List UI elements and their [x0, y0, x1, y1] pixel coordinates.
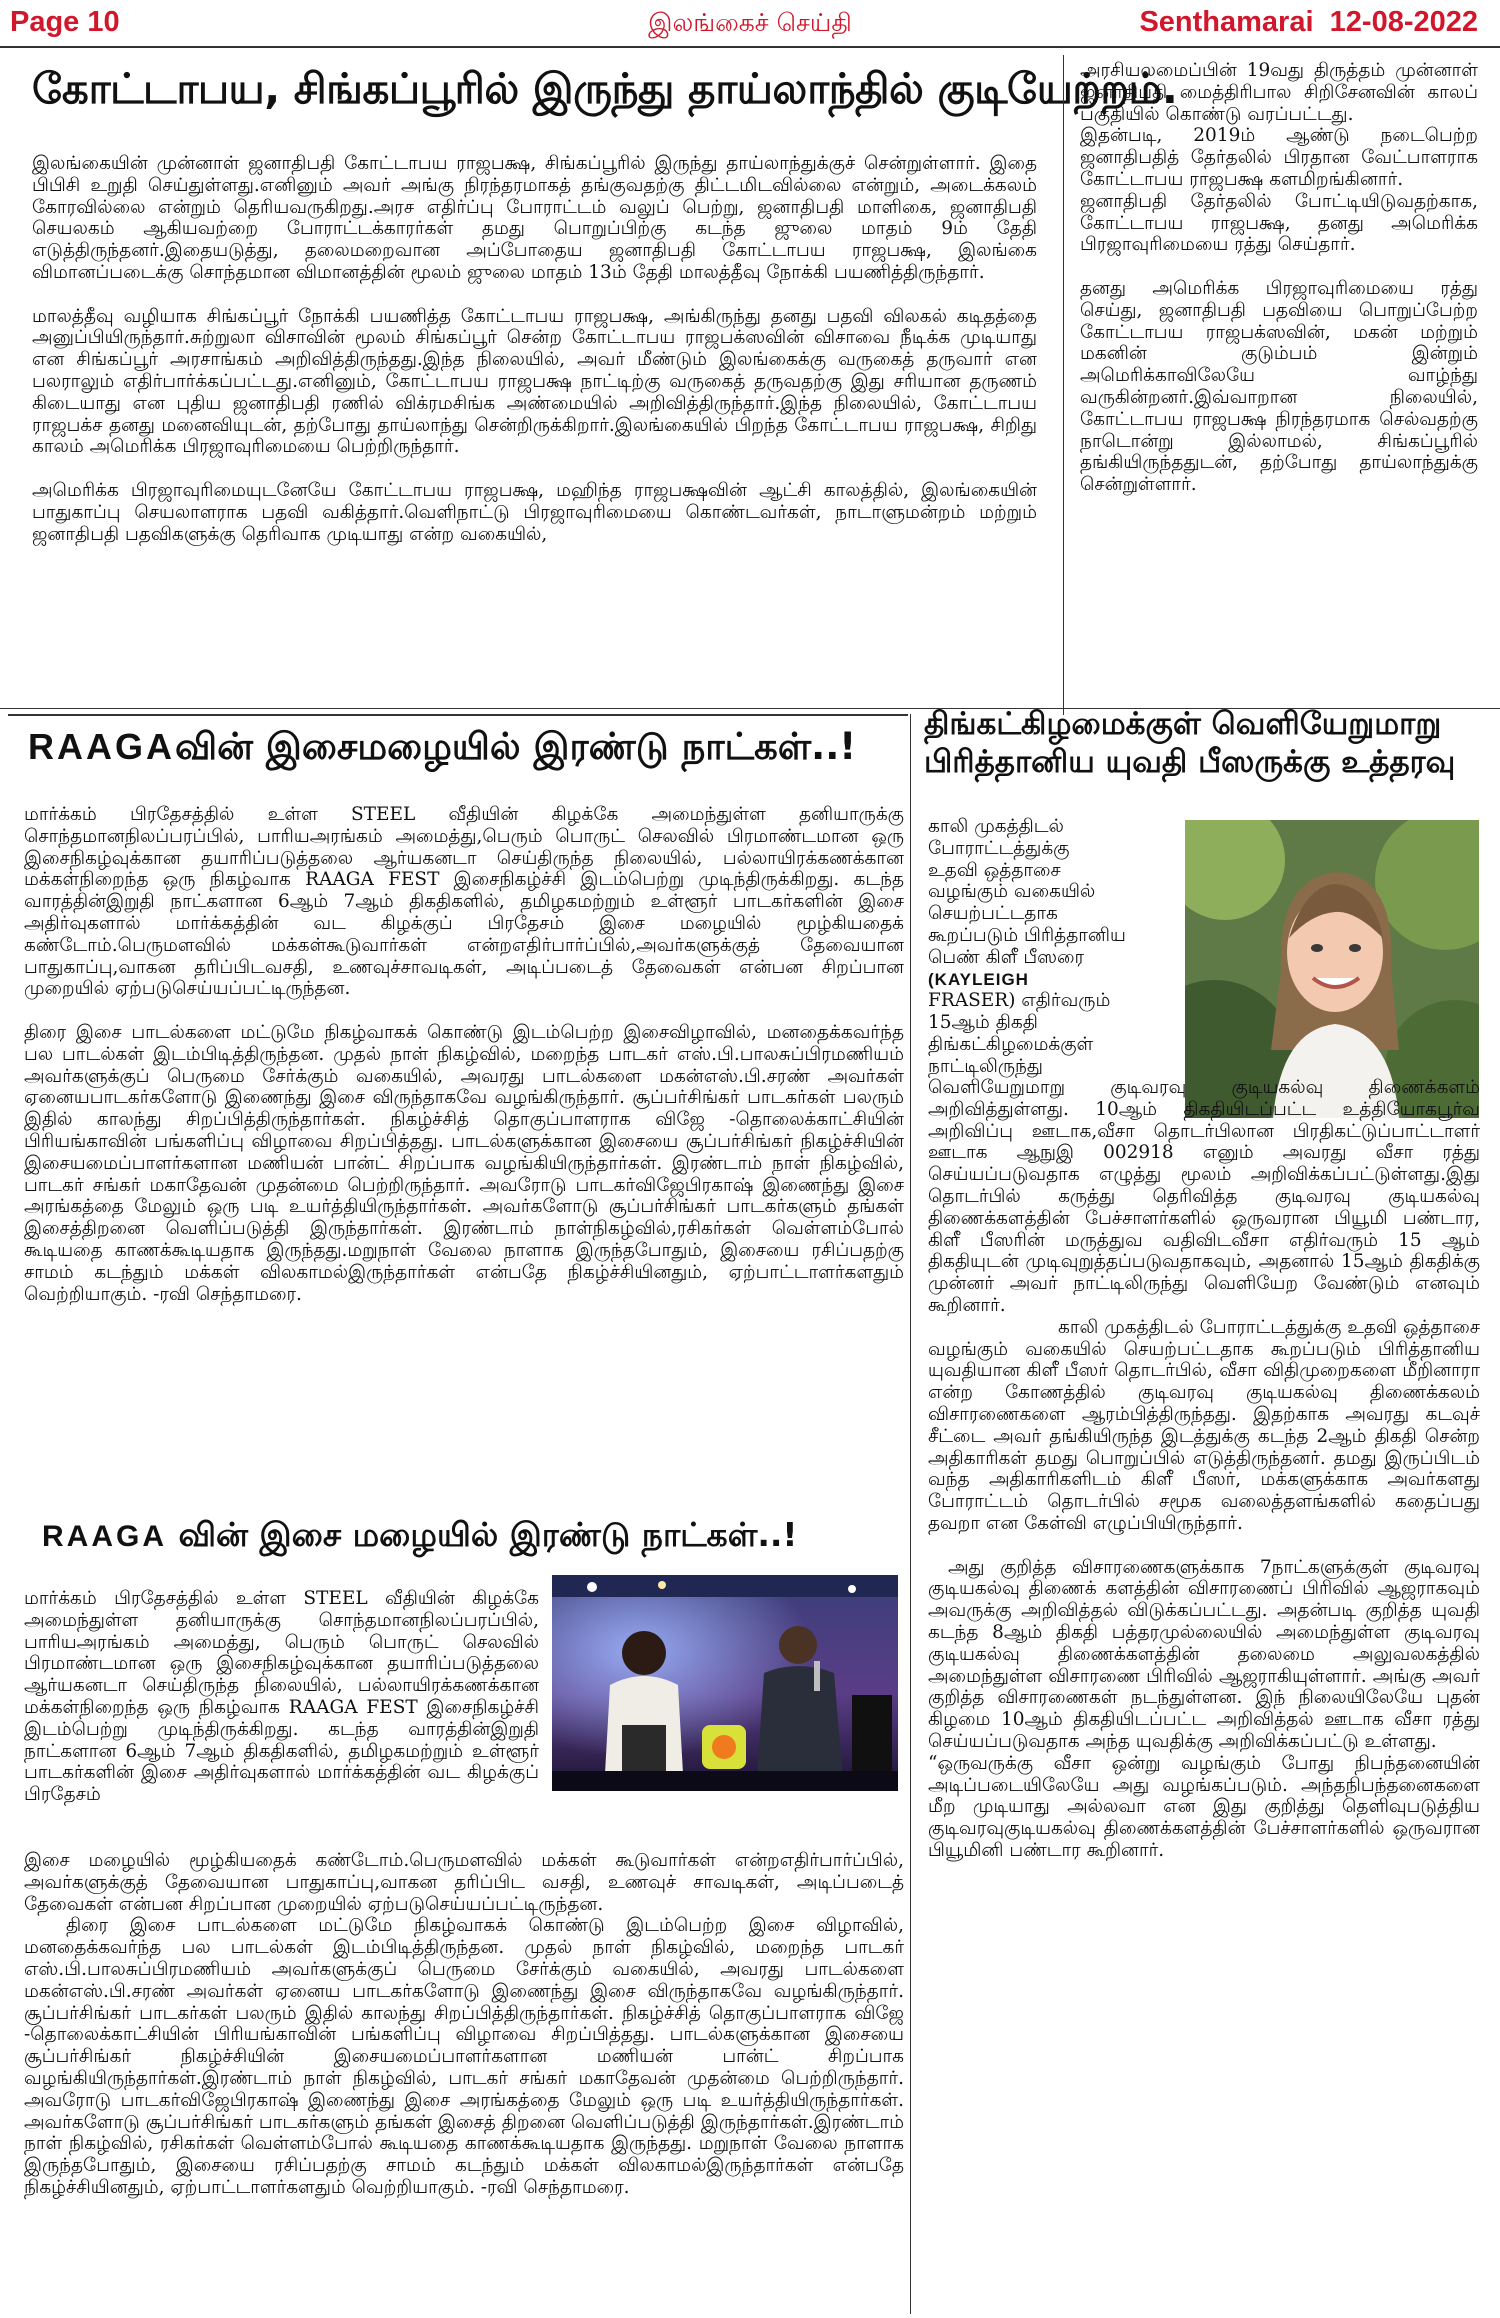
paper-name: இலங்கைச் செய்தி	[648, 8, 852, 37]
raaga-headline-text: வின் இசை மழையில் இரண்டு நாட்கள்..!	[167, 1515, 798, 1554]
uk-wrap-line: போராட்டத்துக்கு	[928, 837, 1070, 859]
raaga-article-1-body	[24, 804, 904, 1305]
uk-wrap-line: 15ஆம் திகதி	[928, 1012, 1038, 1034]
raaga-paragraph: மார்க்கம் பிரதேசத்தில் உள்ள STEEL வீதியின் கிழக்கே அமைந்துள்ள தனியாருக்கு சொந்தமானநிலப்பரப்பில், பாரியஅரங்கம் அமைத்து, பெரும் பொருட் செலவில் பிரமாண்டமான ஒரு இசைநிகழ்வுக்கான தயாரிப்படுத்தலை ஆர்யகனடா செய்திருந்த நிலையில், பல்லாயிரக்கணக்கான மக்கள்நிறைந்த ஒரு நிகழ்வாக RAAGA FEST இசைநிகழ்ச்சி இடம்பெற்று முடிந்திருக்கிறது. கடந்த வாரத்தின்இறுதி நாட்களான 6ஆம் 7ஆம் திகதிகளில், தமிழகமற்றும் உள்ளூர் பாடகர்களின் இசை அதிர்வுகளால் மார்க்கத்தின் வட கிழக்குப் பிரதேசம்	[24, 1588, 539, 1806]
raaga-box-top	[8, 714, 908, 718]
raaga-article-2-body	[24, 1850, 904, 2199]
portrait-photo-art	[1185, 820, 1479, 1118]
page-number: Page 10	[10, 6, 120, 38]
column-rule	[910, 714, 911, 2314]
uk-paragraph: வெளியேறுமாறு குடிவரவு குடியகல்வு திணைக்களம் அறிவித்துள்ளது. 10ஆம் திகதியிடப்பட்ட உத்தியோகபூர்வ அறிவிப்பு ஊடாக,வீசா தொடர்பிலான பிரதிகட்டுப்பாட்டாளர் ஊடாக ஆநுஇ 002918 எனும் அவரது வீசா ரத்து செய்யப்படுவதாக எழுத்து மூலம் அறிவிக்கப்பட்டுள்ளது.இது தொடர்பில் கருத்து தெரிவித்த குடிவரவு குடியகல்வு திணைக்களத்தின் பேச்சாளர்களில் ஒருவரான பியூமி பண்டார, கிளீ பீஸரின் மருத்துவ வதிவிடவீசா எதிர்வரும் 15 ஆம் திகதியுடன் முடிவுறுத்தப்படுவதாகவும், அதனால் 15ஆம் திகதிக்கு முன்னர் அவர் நாட்டிலிருந்து வெளியேற வேண்டும் எனவும் கூறினார்.	[928, 1077, 1480, 1316]
uk-wrap-line: திங்கட்கிழமைக்குள்	[928, 1033, 1094, 1055]
continuation-paragraph: இதன்படி, 2019ம் ஆண்டு நடைபெற்ற ஜனாதிபதித் தேர்தலில் பிரதான வேட்பாளராக கோட்டாபய ராஜபக்ஷ களமிறங்கினார்.	[1080, 125, 1478, 190]
uk-article-body	[928, 1077, 1480, 1862]
raaga-headline-1	[28, 725, 856, 773]
uk-headline-line: திங்கட்கிழமைக்குள் வெளியேறுமாறு	[924, 706, 1442, 742]
concert-photo	[552, 1575, 898, 1791]
portrait-photo	[1185, 820, 1479, 1118]
uk-paragraph: “ஒருவருக்கு வீசா ஒன்று வழங்கும் போது நிபந்தனையின் அடிப்படையிலேயே அது வழங்கப்படும். அந்தநிபந்தனைகளை மீற முடியாது அல்லவா என இது குறித்து தெளிவுபடுத்திய குடிவரவுகுடியகல்வு திணைக்களத்தின் பேச்சாளர்களில் ஒருவரான பியூமினி பண்டார கூறினார்.	[928, 1752, 1480, 1861]
uk-wrap-line: காலி முகத்திடல்	[928, 816, 1064, 837]
raaga-paragraph: மார்க்கம் பிரதேசத்தில் உள்ள STEEL வீதியின் கிழக்கே அமைந்துள்ள தனியாருக்கு சொந்தமானநிலப்பரப்பில், பாரியஅரங்கம் அமைத்து,பெரும் பொருட் செலவில் பிரமாண்டமான ஒரு இசைநிகழ்வுக்கான தயாரிப்படுத்தலை ஆர்யகனடா செய்திருந்த நிலையில், பல்லாயிரக்கணக்கான மக்கள்நிறைந்த ஒரு நிகழ்வாக RAAGA FEST இசைநிகழ்ச்சி இடம்பெற்று முடிந்திருக்கிறது. கடந்த வாரத்தின்இறுதி நாட்களான 6ஆம் 7ஆம் திகதிகளில், தமிழகமற்றும் உள்ளூர் பாடகர்களின் இசை அதிர்வுகளால் மார்க்கத்தின் வட கிழக்குப் பிரதேசம் இசை மழையில் மூழ்கியதைக் கண்டோம்.பெருமளவில் மக்கள்கூடுவார்கள் என்றஎதிர்பார்ப்பில்,அவர்களுக்குத் தேவையான பாதுகாப்பு,வாகன தரிப்பிடவசதி, உணவுச்சாவடிகள், அடிப்படைத் தேவைகள் என்பன சிறப்பான முறையில் ஏற்படுசெய்யப்பட்டிருந்தன.	[24, 804, 904, 1000]
main-paragraph: மாலத்தீவு வழியாக சிங்கப்பூர் நோக்கி பயணித்த கோட்டாபய ராஜபக்ஷ, அங்கிருந்து தனது பதவி விலகல் கடிதத்தை அனுப்பியிருந்தார்.சுற்றுலா விசாவின் மூலம் சிங்கப்பூர் சென்ற கோட்டாபய ராஜபக்ஸவின் விசாவை நீடிக்க முடியாது என சிங்கப்பூர் அரசாங்கம் அறிவித்திருந்தது.இந்த நிலையில், அவர் மீண்டும் இலங்கைக்கு வருகைத் தருவார் என பலராலும் எதிர்பார்க்கப்பட்டது.எனினும், கோட்டாபய ராஜபக்ஷ நாட்டிற்கு வருகைத் தருவதற்கு இது சரியான தருணம் கிடையாது என புதிய ஜனாதிபதி ரணில் விக்ரமசிங்க அண்மையில் அறிவித்திருந்தார்.இந்த நிலையில், கோட்டாபய ராஜபக்ச தனது மனைவியுடன், தற்போது தாய்லாந்து சென்றிருக்கிறார்.இலங்கையில் பிறந்த கோட்டாபய ராஜபக்ஷ, சிறிது காலம் அமெரிக்க பிரஜாவுரிமையை பெற்றிருந்தார்.	[32, 305, 1038, 458]
header-rule	[0, 46, 1500, 48]
main-paragraph: அமெரிக்க பிரஜாவுரிமையுடனேயே கோட்டாபய ராஜபக்ஷ, மஹிந்த ராஜபக்ஷவின் ஆட்சி காலத்தில், இலங்கையின் பாதுகாப்பு செயலாளராக பதவி வகித்தார்.வெளிநாட்டு பிரஜாவுரிமையை கொண்டவர்கள், நாடாளுமன்றம் மற்றும் ஜனாதிபதி பதவிகளுக்கு தெரிவாக முடியாது என்ற வகையில்,	[32, 479, 1037, 545]
main-paragraph: இலங்கையின் முன்னாள் ஜனாதிபதி கோட்டாபய ராஜபக்ஷ, சிங்கப்பூரில் இருந்து தாய்லாந்துக்குச் சென்றுள்ளார். இதை பிபிசி உறுதி செய்துள்ளது.எனினும் அவர் அங்கு நிரந்தரமாகத் தங்குவதற்கு திட்டமிடவில்லை என்றும், அடைக்கலம் கோரவில்லை என்றும் தெரியவருகிறது.அரச எதிர்ப்பு போராட்டம் வலுப் பெற்று, ஜனாதிபதி மாளிகை, ஜனாதிபதி செயலகம் ஆகியவற்றை போராட்டக்காரர்கள் தமது பொறுப்பிற்கு கடந்த ஜுலை மாதம் 9ம் தேதி எடுத்திருந்தனர்.இதையடுத்து, தலைமறைவான அப்போதைய ஜனாதிபதி கோட்டாபய ராஜபக்ஷ, இலங்கை விமானப்படைக்கு சொந்தமான விமானத்தின் மூலம் ஜுலை மாதம் 13ம் தேதி மாலத்தீவு நோக்கி பயணித்திருந்தார்.	[32, 153, 1037, 283]
main-headline: கோட்டாபய, சிங்கப்பூரில் இருந்து தாய்லாந்தில் குடியேற்றம்.	[32, 64, 1178, 113]
uk-wrap-line: உதவி ஒத்தாசை	[928, 859, 1061, 881]
issue-date: 12-08-2022	[1329, 6, 1478, 38]
raaga-paragraph: திரை இசை பாடல்களை மட்டுமே நிகழ்வாகக் கொண்டு இடம்பெற்ற இசைவிழாவில், மனதைக்கவர்ந்த பல பாடல்கள் இடம்பிடித்திருந்தன. முதல் நாள் நிகழ்வில், மறைந்த பாடகர் எஸ்.பி.பாலசுப்பிரமணியம் அவர்களுக்குப் பெருமை சேர்க்கும் வகையில், அவரது பாடல்களை மகன்எஸ்.பி.சரண் அவர்கள் ஏனையபாடகர்களோடு இணைந்து இசை விருந்தாகவே வழங்கிருந்தார். சூப்பர்சிங்கர் பாடகர்கள் பலரும் இதில் காலந்து சிறப்பித்திருந்தார்கள். நிகழ்ச்சித் தொகுப்பாளராக விஜே -தொலைக்காட்சியின் பிரியங்காவின் பங்களிப்பு விழாவை சிறப்பித்தது. பாடல்களுக்கான இசையை சூப்பர்சிங்கர் நிகழ்ச்சியின் இசையமைப்பாளர்களான மணியன் பான்ட் சிறப்பாக வழங்கியிருந்தார்கள். இரண்டாம் நாள் நிகழ்வில், பாடகர் சங்கர் மகாதேவன் முதன்மை பெற்றிருந்தார். அவரோடு பாடகர்விஜேபிரகாஷ் இணைந்து இசை அரங்கத்தை மேலும் ஒரு படி உயர்த்தியிருந்தார்கள். அவர்களோடு சூப்பர்சிங்கர் பாடகர்களும் தங்கள் இசைத்திறனை வெளிப்படுத்தி இருந்தார்கள். இரண்டாம் நாள்நிகழ்வில்,ரசிகர்கள் வெள்ளம்போல் கூடியதை காணக்கூடியதாக இருந்தது.மறுநாள் வேலை நாளாக இருந்தபோதும், இசையை ரசிப்பதற்கு சாமம் கடந்தும் மக்கள் விலகாமல்இருந்தார்கள் என்பதே நிகழ்ச்சியினதும், ஏற்பாட்டாளர்களதும் வெற்றியாகும். -ரவி செந்தாமரை.	[24, 1021, 904, 1305]
uk-headline	[924, 705, 1484, 781]
column-rule	[1063, 55, 1064, 715]
raaga-paragraph: திரை இசை பாடல்களை மட்டுமே நிகழ்வாகக் கொண்டு இடம்பெற்ற இசை விழாவில், மனதைக்கவர்ந்த பல பாடல்கள் இடம்பிடித்திருந்தன. முதல் நாள் நிகழ்வில், மறைந்த பாடகர் எஸ்.பி.பாலசுப்பிரமணியம் அவர்களுக்குப் பெருமை சேர்க்கும் வகையில், அவரது பாடல்களை மகன்எஸ்.பி.சரண் அவர்கள் ஏனைய பாடகர்களோடு இணைந்து இசை விருந்தாகவே வழங்கிருந்தார். சூப்பர்சிங்கர் பாடகர்கள் பலரும் இதில் காலந்து சிறப்பித்திருந்தார்கள். நிகழ்ச்சித் தொகுப்பாளராக விஜே -தொலைக்காட்சியின் பிரியங்காவின் பங்களிப்பு விழாவை சிறப்பித்தது. பாடல்களுக்கான இசையை சூப்பர்சிங்கர் நிகழ்ச்சியின் இசையமைப்பாளர்களான மணியன் பான்ட் சிறப்பாக வழங்கியிருந்தார்கள்.இரண்டாம் நாள் நிகழ்வில், பாடகர் சங்கர் மகாதேவன் முதன்மை பெற்றிருந்தார். அவரோடு பாடகர்விஜேபிரகாஷ் இணைந்து இசை அரங்கத்தை மேலும் ஒரு படி உயர்த்தியிருந்தார்கள். அவர்களோடு சூப்பர்சிங்கர் பாடகர்களும் தங்கள் இசைத் திறனை வெளிப்படுத்தி இருந்தார்கள்.இரண்டாம் நாள் நிகழ்வில், ரசிகர்கள் வெள்ளம்போல் கூடியதை காணக்கூடியதாக இருந்தது. மறுநாள் வேலை நாளாக இருந்தபோதும், இசையை ரசிப்பதற்கு சாமம் கடந்தும் மக்கள் விலகாமல்இருந்தார்கள் என்பதே நிகழ்ச்சியினதும், ஏற்பாட்டாளர்களதும் வெற்றியாகும். -ரவி செந்தாமரை.	[24, 1915, 904, 2198]
raaga-paragraph: இசை மழையில் மூழ்கியதைக் கண்டோம்.பெருமளவில் மக்கள் கூடுவார்கள் என்றஎதிர்பார்ப்பில், அவர்களுக்குத் தேவையான பாதுகாப்பு,வாகன தரிப்பிட வசதி, உணவுச் சாவடிகள், அடிப்படைத் தேவைகள் என்பன சிறப்பான முறையில் ஏற்படுசெய்யப்பட்டிருந்தன.	[24, 1850, 904, 1915]
uk-wrap-line: (KAYLEIGH	[928, 969, 1029, 989]
continuation-paragraph: அரசியலமைப்பின் 19வது திருத்தம் முன்னாள் ஜனாதிபதி மைத்திரிபால சிறிசேனவின் காலப் பகுதியில் கொண்டு வரப்பட்டது.	[1080, 60, 1478, 125]
uk-wrap-line: நாட்டிலிருந்து	[928, 1055, 1043, 1077]
continuation-paragraph: ஜனாதிபதி தேர்தலில் போட்டியிடுவதற்காக, கோட்டாபய ராஜபக்ஷ, தனது அமெரிக்க பிரஜாவுரிமையை ரத்து செய்தார்.	[1080, 190, 1478, 256]
uk-wrap-line: கூறப்படும் பிரித்தானிய	[928, 924, 1126, 946]
main-article-body	[32, 153, 1037, 545]
uk-headline-line: பிரித்தானிய யுவதி பீஸருக்கு உத்தரவு	[924, 744, 1456, 780]
uk-paragraph: அது குறித்த விசாரணைகளுக்காக 7நாட்களுக்குள் குடிவரவு குடியகல்வு திணைக் களத்தின் விசாரணைப் பிரிவில் ஆஜராகவும் அவருக்கு அறிவித்தல் விடுக்கப்பட்டது. அதன்படி குறித்த யுவதி கடந்த 8ஆம் திகதி பத்தரமுல்லையில் அமைந்துள்ள குடிவரவு குடியகல்வு திணைக்களத்தின் தலைமை அலுவலகத்தில் அமைந்துள்ள விசாரணை பிரிவில் ஆஜராகியுள்ளார். அங்கு அவர் குறித்த விசாரணைகள் நடந்துள்ளன. இந் நிலையிலேயே புதன் கிழமை 10ஆம் திகதியிடப்பட்ட அறிவித்தல் ஊடாக வீசா ரத்து செய்யப்படுவதாக அந்த யுவதிக்கு அறிவிக்கப்பட்டு உள்ளது.	[928, 1556, 1480, 1752]
continuation-paragraph: தனது அமெரிக்க பிரஜாவுரிமையை ரத்து செய்து, ஜனாதிபதி பதவியை பொறுப்பேற்ற கோட்டாபய ராஜபக்ஸவின், மகன் மற்றும் மகனின் குடும்பம் இன்றும் அமெரிக்காவிலேயே வாழ்ந்து வருகின்றனர்.இவ்வாறான நிலையில், கோட்டாபய ராஜபக்ஷ நிரந்தரமாக செல்வதற்கு நாடொன்று இல்லாமல், சிங்கப்பூரில் தங்கியிருந்ததுடன், தற்போது தாய்லாந்துக்கு சென்றுள்ளார்.	[1080, 277, 1478, 496]
uk-wrap-line: செயற்பட்டதாக	[928, 903, 1058, 925]
concert-photo-art	[552, 1575, 898, 1791]
uk-wrap-text	[928, 816, 1174, 1078]
main-article-continuation	[1080, 60, 1478, 496]
raaga-headline-text: வின் இசைமழையில் இரண்டு நாட்கள்..!	[175, 725, 857, 768]
uk-wrap-line: FRASER) எதிர்வரும்	[928, 990, 1111, 1012]
uk-wrap-line: வழங்கும் வகையில்	[928, 881, 1096, 903]
edition-name: Senthamarai	[1139, 6, 1314, 38]
raaga-brand: RAAGA	[28, 726, 175, 767]
raaga-brand: RAAGA	[42, 1520, 167, 1553]
raaga-headline-2	[42, 1515, 797, 1559]
uk-paragraph: காலி முகத்திடல் போராட்டத்துக்கு உதவி ஒத்தாசை வழங்கும் வகையில் செயற்பட்டதாக கூறப்படும் பிரித்தானிய யுவதியான கிளீ பீஸர் தொடர்பில், வீசா விதிமுறைகளை மீறினாரா என்ற கோணத்தில் குடிவரவு குடியகல்வு திணைக்கலம் விசாரணைகளை ஆரம்பித்திருந்தது. இதற்காக அவரது கடவுச் சீட்டை அவர் தங்கியிருந்த இடத்துக்கு கடந்த 2ஆம் திகதி சென்ற அதிகாரிகள் தமது பொறுப்பில் எடுத்திருந்தனர். தமது இருப்பிடம் வந்த அதிகாரிகளிடம் கிளீ பீஸர், மக்களுக்காக அவர்களது போராட்டம் தொடர்பில் சமூக வலைத்தளங்களில் கதைப்பது தவறா என கேள்வி எழுப்பியிருந்தார்.	[928, 1316, 1480, 1534]
uk-wrap-line: பெண் கிளீ பீஸரை	[928, 946, 1085, 968]
raaga-article-2-wrap	[24, 1588, 539, 1806]
page-header	[0, 0, 1500, 50]
edition-date	[1139, 6, 1478, 39]
